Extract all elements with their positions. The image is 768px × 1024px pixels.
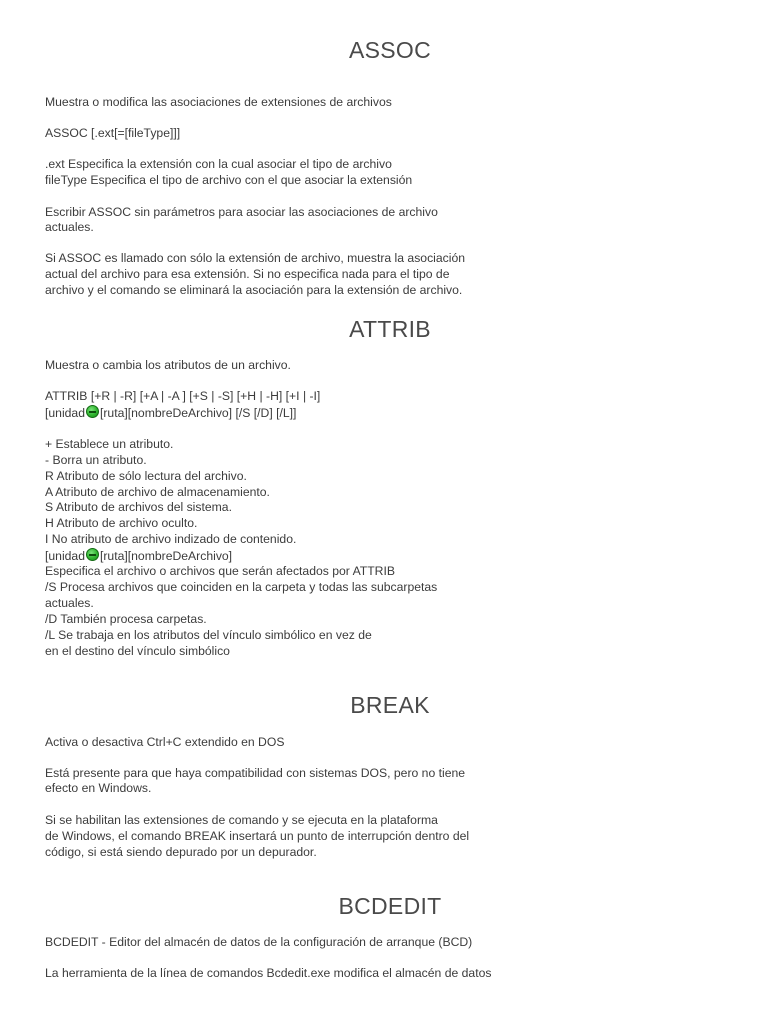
assoc-note-line: actual del archivo para esa extensión. Si no especifica nada para el tipo de <box>45 267 450 281</box>
assoc-note-line: archivo y el comando se eliminará la asociación para la extensión de archivo. <box>45 283 463 297</box>
section-title-attrib: ATTRIB <box>349 316 431 342</box>
attrib-option-line: + Establece un atributo. <box>45 437 174 451</box>
assoc-syntax: ASSOC [.ext[=[fileType]]] <box>45 126 181 140</box>
attrib-option-line: actuales. <box>45 596 94 610</box>
attrib-option-line: - Borra un atributo. <box>45 453 147 467</box>
assoc-param-line: fileType Especifica el tipo de archivo con el que asociar la extensión <box>45 173 413 187</box>
break-note-line: Si se habilitan las extensiones de comando y se ejecuta en la plataforma <box>45 813 438 827</box>
smiley-emoticon-icon <box>86 548 99 561</box>
assoc-note-line: Si ASSOC es llamado con sólo la extensión de archivo, muestra la asociación <box>45 251 466 265</box>
assoc-description: Muestra o modifica las asociaciones de extensiones de archivos <box>45 95 392 109</box>
assoc-param-line: .ext Especifica la extensión con la cual asociar el tipo de archivo <box>45 157 392 171</box>
attrib-option-line: I No atributo de archivo indizado de contenido. <box>45 532 297 546</box>
bcdedit-description: BCDEDIT - Editor del almacén de datos de la configuración de arranque (BCD) <box>45 935 473 949</box>
smiley-emoticon-icon <box>86 405 99 418</box>
bcdedit-note-line: La herramienta de la línea de comandos Bcdedit.exe modifica el almacén de datos <box>45 966 492 980</box>
break-note-line: código, si está siendo depurado por un depurador. <box>45 845 317 859</box>
attrib-option-line: S Atributo de archivos del sistema. <box>45 500 232 514</box>
attrib-option-line: /S Procesa archivos que coinciden en la carpeta y todas las subcarpetas <box>45 580 438 594</box>
section-title-break: BREAK <box>350 692 430 718</box>
attrib-option-line: /L Se trabaja en los atributos del vínculo simbólico en vez de <box>45 628 372 642</box>
break-description: Activa o desactiva Ctrl+C extendido en DOS <box>45 735 285 749</box>
break-note-line: efecto en Windows. <box>45 781 152 795</box>
break-note-line: Está presente para que haya compatibilidad con sistemas DOS, pero no tiene <box>45 766 466 780</box>
attrib-option-line: R Atributo de sólo lectura del archivo. <box>45 469 247 483</box>
attrib-syntax: ATTRIB [+R | -R] [+A | -A ] [+S | -S] [+H | -H] [+I | -I] <box>45 389 321 403</box>
attrib-option-line: A Atributo de archivo de almacenamiento. <box>45 485 270 499</box>
attrib-option-line: H Atributo de archivo oculto. <box>45 516 198 530</box>
section-title-bcdedit: BCDEDIT <box>338 893 442 919</box>
attrib-option-line: en el destino del vínculo simbólico <box>45 644 230 658</box>
attrib-description: Muestra o cambia los atributos de un archivo. <box>45 358 291 372</box>
attrib-option-line: /D También procesa carpetas. <box>45 612 207 626</box>
attrib-option-line: [unidad [ruta][nombreDeArchivo] <box>45 549 233 563</box>
break-note-line: de Windows, el comando BREAK insertará un punto de interrupción dentro del <box>45 829 470 843</box>
attrib-syntax-line: [unidad [ruta][nombreDeArchivo] [/S [/D] [/L]] <box>45 406 297 420</box>
assoc-note-line: actuales. <box>45 220 94 234</box>
attrib-option-line: Especifica el archivo o archivos que serán afectados por ATTRIB <box>45 564 395 578</box>
assoc-note-line: Escribir ASSOC sin parámetros para asociar las asociaciones de archivo <box>45 205 438 219</box>
section-title-assoc: ASSOC <box>348 37 432 63</box>
